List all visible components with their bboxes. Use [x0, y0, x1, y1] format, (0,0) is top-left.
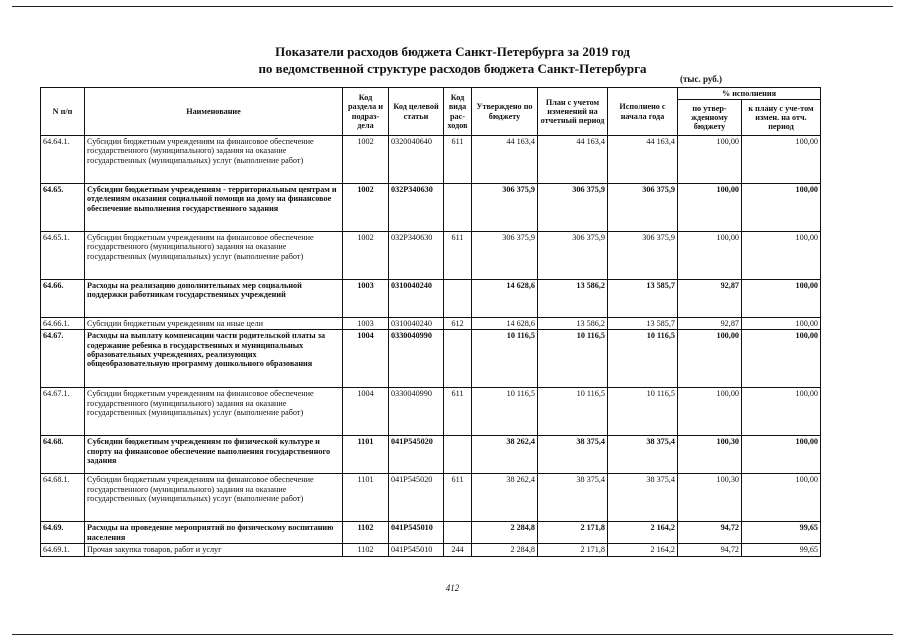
header-approved: Утверждено по бюджету [472, 88, 538, 136]
row-executed: 38 375,4 [608, 436, 678, 474]
header-num: N п/п [41, 88, 85, 136]
row-approved: 38 262,4 [472, 474, 538, 522]
row-percent-approved: 100,00 [678, 388, 742, 436]
row-plan: 10 116,5 [538, 388, 608, 436]
row-section-code: 1102 [343, 522, 389, 544]
row-number: 64.69.1. [41, 544, 85, 556]
table-row [41, 330, 821, 388]
row-executed: 306 375,9 [608, 184, 678, 232]
row-number: 64.69. [41, 522, 85, 544]
row-number: 64.64.1. [41, 136, 85, 184]
row-plan: 2 171,8 [538, 522, 608, 544]
row-plan: 2 171,8 [538, 544, 608, 556]
row-section-code: 1101 [343, 436, 389, 474]
table-row [41, 522, 821, 544]
row-expense-type: 612 [444, 318, 472, 330]
row-name: Расходы на выплату компенсации части родительской платы за содержание ребенка в государственных и муниципальных образовательных учреждениях, реализующих общеобразовательную программу дошкольного образования [85, 330, 343, 388]
row-plan: 10 116,5 [538, 330, 608, 388]
row-target-code: 041Р545010 [389, 544, 444, 556]
page-top-edge [12, 6, 893, 7]
row-target-code: 0330040990 [389, 388, 444, 436]
row-percent-plan: 99,65 [742, 544, 821, 556]
row-target-code: 032Р340630 [389, 184, 444, 232]
row-approved: 10 116,5 [472, 388, 538, 436]
row-plan: 13 586,2 [538, 280, 608, 318]
row-number: 64.65. [41, 184, 85, 232]
row-plan: 13 586,2 [538, 318, 608, 330]
table-row [41, 184, 821, 232]
row-expense-type: 611 [444, 136, 472, 184]
report-title-line2: по ведомственной структуре расходов бюджета Санкт-Петербурга [258, 61, 647, 76]
row-target-code: 041Р545020 [389, 436, 444, 474]
row-number: 64.66. [41, 280, 85, 318]
row-target-code: 0320040640 [389, 136, 444, 184]
table-row [41, 136, 821, 184]
table-row [41, 318, 821, 330]
row-executed: 13 585,7 [608, 318, 678, 330]
row-expense-type [444, 522, 472, 544]
row-percent-plan: 99,65 [742, 522, 821, 544]
row-approved: 14 628,6 [472, 318, 538, 330]
row-plan: 306 375,9 [538, 232, 608, 280]
row-expense-type [444, 280, 472, 318]
row-percent-plan: 100,00 [742, 318, 821, 330]
row-percent-plan: 100,00 [742, 330, 821, 388]
row-expense-type [444, 184, 472, 232]
row-number: 64.67. [41, 330, 85, 388]
row-percent-approved: 92,87 [678, 280, 742, 318]
row-number: 64.68.1. [41, 474, 85, 522]
row-target-code: 032Р340630 [389, 232, 444, 280]
page-bottom-edge [12, 634, 893, 635]
row-percent-approved: 100,00 [678, 330, 742, 388]
row-approved: 306 375,9 [472, 184, 538, 232]
row-target-code: 0330040990 [389, 330, 444, 388]
row-name: Субсидии бюджетным учреждениям на финансовое обеспечение государственного (муниципального) задания на оказание государственных (муниципальных) услуг (выполнение работ) [85, 136, 343, 184]
page-number: 412 [445, 583, 460, 593]
row-executed: 10 116,5 [608, 388, 678, 436]
row-plan: 44 163,4 [538, 136, 608, 184]
header-plan: План с учетом изменений на отчетный период [538, 88, 608, 136]
row-name: Субсидии бюджетным учреждениям по физической культуре и спорту на финансовое обеспечение выполнения государственного задания [85, 436, 343, 474]
row-section-code: 1004 [343, 330, 389, 388]
row-name: Расходы на реализацию дополнительных мер социальной поддержки работникам государственных учреждений [85, 280, 343, 318]
row-percent-approved: 100,00 [678, 184, 742, 232]
row-target-code: 0310040240 [389, 318, 444, 330]
row-name: Расходы на проведение мероприятий по физическому воспитанию населения [85, 522, 343, 544]
row-approved: 38 262,4 [472, 436, 538, 474]
row-section-code: 1102 [343, 544, 389, 556]
header-executed: Исполнено с начала года [608, 88, 678, 136]
row-expense-type [444, 330, 472, 388]
header-target-code: Код целевой статьи [389, 88, 444, 136]
table-body [41, 136, 821, 556]
row-number: 64.66.1. [41, 318, 85, 330]
table-row [41, 232, 821, 280]
row-name: Субсидии бюджетным учреждениям на финансовое обеспечение государственного (муниципального) задания на оказание государственных (муниципальных) услуг (выполнение работ) [85, 388, 343, 436]
row-executed: 13 585,7 [608, 280, 678, 318]
row-percent-plan: 100,00 [742, 184, 821, 232]
row-percent-plan: 100,00 [742, 280, 821, 318]
row-section-code: 1003 [343, 318, 389, 330]
row-expense-type: 611 [444, 232, 472, 280]
row-approved: 306 375,9 [472, 232, 538, 280]
row-section-code: 1002 [343, 184, 389, 232]
row-executed: 2 164,2 [608, 522, 678, 544]
row-number: 64.67.1. [41, 388, 85, 436]
budget-table [40, 87, 821, 557]
table-row [41, 436, 821, 474]
row-target-code: 0310040240 [389, 280, 444, 318]
row-executed: 306 375,9 [608, 232, 678, 280]
table-row [41, 280, 821, 318]
row-name: Прочая закупка товаров, работ и услуг [85, 544, 343, 556]
row-plan: 38 375,4 [538, 474, 608, 522]
units-label: (тыс. руб.) [680, 74, 722, 84]
row-expense-type [444, 436, 472, 474]
row-executed: 10 116,5 [608, 330, 678, 388]
row-percent-plan: 100,00 [742, 436, 821, 474]
row-name: Субсидии бюджетным учреждениям на финансовое обеспечение государственного (муниципального) задания на оказание государственных (муниципальных) услуг (выполнение работ) [85, 474, 343, 522]
row-section-code: 1003 [343, 280, 389, 318]
row-number: 64.65.1. [41, 232, 85, 280]
row-percent-plan: 100,00 [742, 136, 821, 184]
row-percent-approved: 94,72 [678, 522, 742, 544]
table-row [41, 474, 821, 522]
row-expense-type: 244 [444, 544, 472, 556]
header-percent-group: % исполнения [678, 88, 821, 100]
row-approved: 2 284,8 [472, 522, 538, 544]
row-expense-type: 611 [444, 474, 472, 522]
row-approved: 14 628,6 [472, 280, 538, 318]
row-percent-approved: 100,00 [678, 232, 742, 280]
table-row [41, 544, 821, 556]
row-percent-plan: 100,00 [742, 232, 821, 280]
row-percent-approved: 100,30 [678, 436, 742, 474]
row-approved: 10 116,5 [472, 330, 538, 388]
row-executed: 2 164,2 [608, 544, 678, 556]
row-section-code: 1002 [343, 136, 389, 184]
row-number: 64.68. [41, 436, 85, 474]
row-plan: 306 375,9 [538, 184, 608, 232]
row-percent-approved: 94,72 [678, 544, 742, 556]
row-executed: 38 375,4 [608, 474, 678, 522]
row-target-code: 041Р545010 [389, 522, 444, 544]
header-expense-type: Код вида рас-ходов [444, 88, 472, 136]
row-percent-plan: 100,00 [742, 388, 821, 436]
header-percent-plan: к плану с уче-том измен. на отч. период [742, 100, 821, 136]
row-approved: 44 163,4 [472, 136, 538, 184]
row-percent-approved: 100,30 [678, 474, 742, 522]
row-plan: 38 375,4 [538, 436, 608, 474]
row-section-code: 1004 [343, 388, 389, 436]
row-executed: 44 163,4 [608, 136, 678, 184]
row-section-code: 1101 [343, 474, 389, 522]
table-row [41, 388, 821, 436]
row-section-code: 1002 [343, 232, 389, 280]
header-section-code: Код раздела и подраз-дела [343, 88, 389, 136]
row-percent-approved: 92,87 [678, 318, 742, 330]
header-name: Наименование [85, 88, 343, 136]
row-name: Субсидии бюджетным учреждениям - территориальным центрам и отделениям оказания социальной помощи на дому на финансовое обеспечение выполнения государственного задания [85, 184, 343, 232]
row-percent-plan: 100,00 [742, 474, 821, 522]
row-target-code: 041Р545020 [389, 474, 444, 522]
row-name: Субсидии бюджетным учреждениям на финансовое обеспечение государственного (муниципального) задания на оказание государственных (муниципальных) услуг (выполнение работ) [85, 232, 343, 280]
row-name: Субсидии бюджетным учреждениям на иные цели [85, 318, 343, 330]
row-percent-approved: 100,00 [678, 136, 742, 184]
row-expense-type: 611 [444, 388, 472, 436]
report-title-line1: Показатели расходов бюджета Санкт-Петербурга за 2019 год [275, 44, 630, 59]
header-percent-approved: по утвер-жденному бюджету [678, 100, 742, 136]
row-approved: 2 284,8 [472, 544, 538, 556]
